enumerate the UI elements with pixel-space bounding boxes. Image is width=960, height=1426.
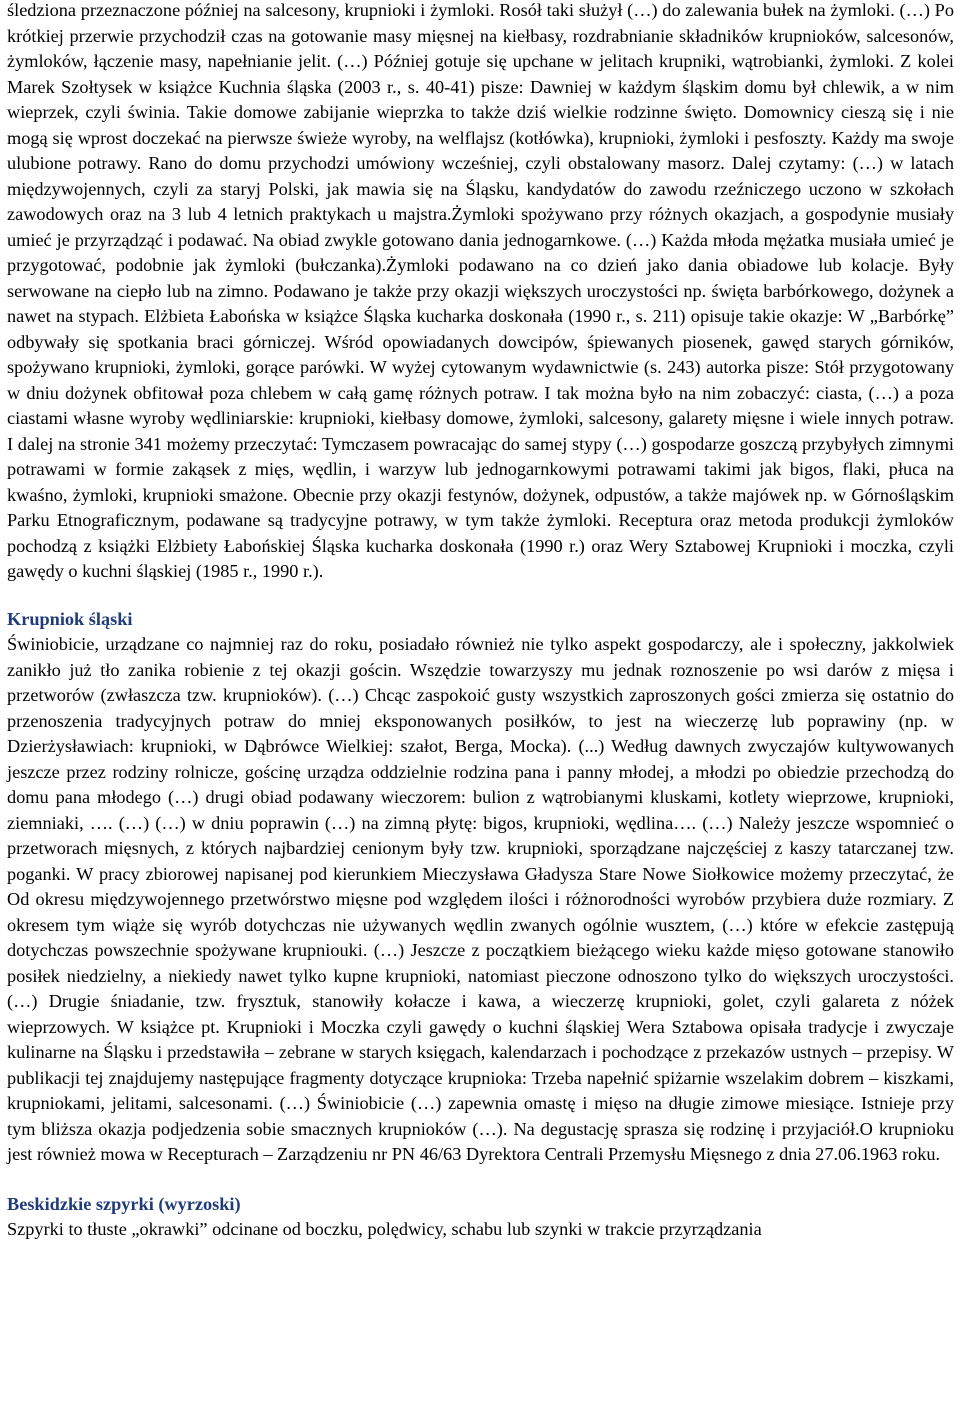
krupniok-paragraph: Świniobicie, urządzane co najmniej raz do roku, posiadało również nie tylko aspekt gospodarczy, ale i społeczny, jakkolwiek zanikło już tło zanika robienie z tej okazji gościn. Wszędzie towarzyszy mu jednak roznoszenie po wsi darów z mięsa i przetworów (zwłaszcza tzw. krupnioków). (…) Chcąc zaspokoić gusty wszystkich zaproszonych gości zmierza się ostatnio do przenoszenia tradycyjnych potraw do mniej eksponowanych posiłków, to jest na wieczerzę lub poprawiny (np. w Dzierżysławiach: krupnioki, w Dąbrówce Wielkiej: szałot, Berga, Mocka). (...) Według dawnych zwyczajów kultywowanych jeszcze przez rodziny rolnicze, gościnę urządza oddzielnie rodzina pana i panny młodej, a młodzi po obiedzie przechodzą do domu pana młodego (…) drugi obiad podawany wieczorem: bulion z wątrobianymi kluskami, kotlety wieprzowe, krupnioki, ziemniaki, …. (…) (…) w dniu poprawin (…) na zimną płytę: bigos, krupnioki, wędlina…. (…) Należy jeszcze wspomnieć o przetworach mięsnych, z których najbardziej cenionym były tzw. krupnioki, sporządzane najczęściej z kaszy tatarczanej tzw. poganki. W pracy zbiorowej napisanej pod kierunkiem Mieczysława Gładysza Stare Nowe Siołkowice możemy przeczytać, że Od okresu międzywojennego przetwórstwo mięsne pod względem ilości i różnorodności wyrobów przybiera duże rozmiary. Z okresem tym wiąże się wyrób dotychczas nie używanych wędlin zwanych ogólnie wusztem, (…) które w efekcie zastępują dotychczas powszechnie spożywane krupniouki. (…) Jeszcze z początkiem bieżącego wieku każde mięso gotowane stanowiło posiłek niedzielny, a niekiedy nawet tylko kupne krupnioki, natomiast pieczone odnoszono tylko do większych uroczystości. (…) Drugie śniadanie, tzw. frysztuk, stanowiły kołacze i kawa, a wieczerzę krupnioki, golet, czyli galareta z nóżek wieprzowych. W książce pt. Krupnioki i Moczka czyli gawędy o kuchni śląskiej Wera Sztabowa opisała tradycje i zwyczaje kulinarne na Śląsku i przedstawiła – zebrane w starych księgach, kalendarzach i pochodzące z przekazów ustnych – przepisy. W publikacji tej znajdujemy następujące fragmenty dotyczące krupnioka: Trzeba napełnić spiżarnie wszelakim dobrem – kiszkami, krupniokami, jelitami, salcesonami. (…) Świniobicie (…) zapewnia omastę i mięso na długie zimowe miesiące. Istnieje przy tym bliższa okazja podjedzenia sobie smacznych krupnioków (…). Na degustację sprasza się rodzinę i przyjaciół.O krupnioku jest również mowa w Recepturach – Zarządzeniu nr PN 46/63 Dyrektora Centrali Przemysłu Mięsnego z dnia 27.06.1963 roku. xyxy=(7,634,954,1164)
section-heading-krupniok: Krupniok śląski xyxy=(7,608,133,629)
intro-paragraph: śledziona przeznaczone później na salcesony, krupnioki i żymloki. Rosół taki służył (…) do zalewania bułek na żymloki. (…) Po krótkiej przerwie przychodził czas na gotowanie masy mięsnej na kiełbasy, rozdrabnianie składników krupnioków, salcesonów, żymloków, łączenie masy, napełnianie jelit. (…) Później gotuje się upchane w jelitach krupniki, wątrobianki, żymloki. Z kolei Marek Szołtysek w książce Kuchnia śląska (2003 r., s. 40-41) pisze: Dawniej w każdym śląskim domu był chlewik, a w nim wieprzek, czyli świnia. Takie domowe zabijanie wieprzka to także dziś wielkie rodzinne święto. Domownicy cieszą się i nie mogą się wprost doczekać na pierwsze świeże wyroby, na welflajsz (kotłówka), krupnioki, żymloki i pesfoszty. Każdy ma swoje ulubione potrawy. Rano do domu przychodzi umówiony wcześniej, czyli obstalowany masorz. Dalej czytamy: (…) w latach międzywojennych, czyli za staryj Polski, jak mawia się na Śląsku, kandydatów do zawodu rzeźniczego uczono w szkołach zawodowych oraz na 3 lub 4 letnich praktykach u majstra.Żymloki spożywano przy różnych okazjach, a gospodynie musiały umieć je przyrządząć i podawać. Na obiad zwykle gotowano dania jednogarnkowe. (…) Każda młoda mężatka musiała umieć je przygotować, podobnie jak żymloki (bułczanka).Żymloki podawano na co dzień jako dania obiadowe lub kolacje. Były serwowane na ciepło lub na zimno. Podawano je także przy okazji większych uroczystości np. święta barbórkowego, dożynek a nawet na stypach. Elżbieta Łabońska w książce Śląska kucharka doskonała (1990 r., s. 211) opisuje takie okazje: W „Barbórkę” odbywały się spotkania braci górniczej. Wśród opowiadanych dowcipów, śpiewanych piosenek, gawęd starych górników, spożywano krupnioki, żymloki, gorące parówki. W wyżej cytowanym wydawnictwie (s. 243) autorka pisze: Stół przygotowany w dniu dożynek obfitował poza chlebem w całą gamę różnych potraw. I tak można było na nim zobaczyć: ciasta, (…) a poza ciastami własne wyroby wędliniarskie: krupnioki, kiełbasy domowe, żymloki, salcesony, galarety mięsne i wiele innych potraw. I dalej na stronie 341 możemy przeczytać: Tymczasem powracając do samej stypy (…) gospodarze goszczą przybyłych zimnymi potrawami w formie zakąsek z mięs, wędlin, i warzyw lub jednogarnkowymi potrawami takimi jak bigos, flaki, płuca na kwaśno, żymloki, krupnioki smażone. Obecnie przy okazji festynów, dożynek, odpustów, a także majówek np. w Górnośląskim Parku Etnograficznym, podawane są tradycyjne potrawy, w tym także żymloki. Receptura oraz metoda produkcji żymloków pochodzą z książki Elżbiety Łabońskiej Śląska kucharka doskonała (1990 r.) oraz Wery Sztabowej Krupnioki i moczka, czyli gawędy o kuchni śląskiej (1985 r., 1990 r.). xyxy=(7,0,954,581)
szpyrki-paragraph: Szpyrki to tłuste „okrawki” odcinane od boczku, polędwicy, schabu lub szynki w trakcie przyrządzania xyxy=(7,1219,762,1239)
section-heading-szpyrki: Beskidzkie szpyrki (wyrzoski) xyxy=(7,1193,241,1214)
